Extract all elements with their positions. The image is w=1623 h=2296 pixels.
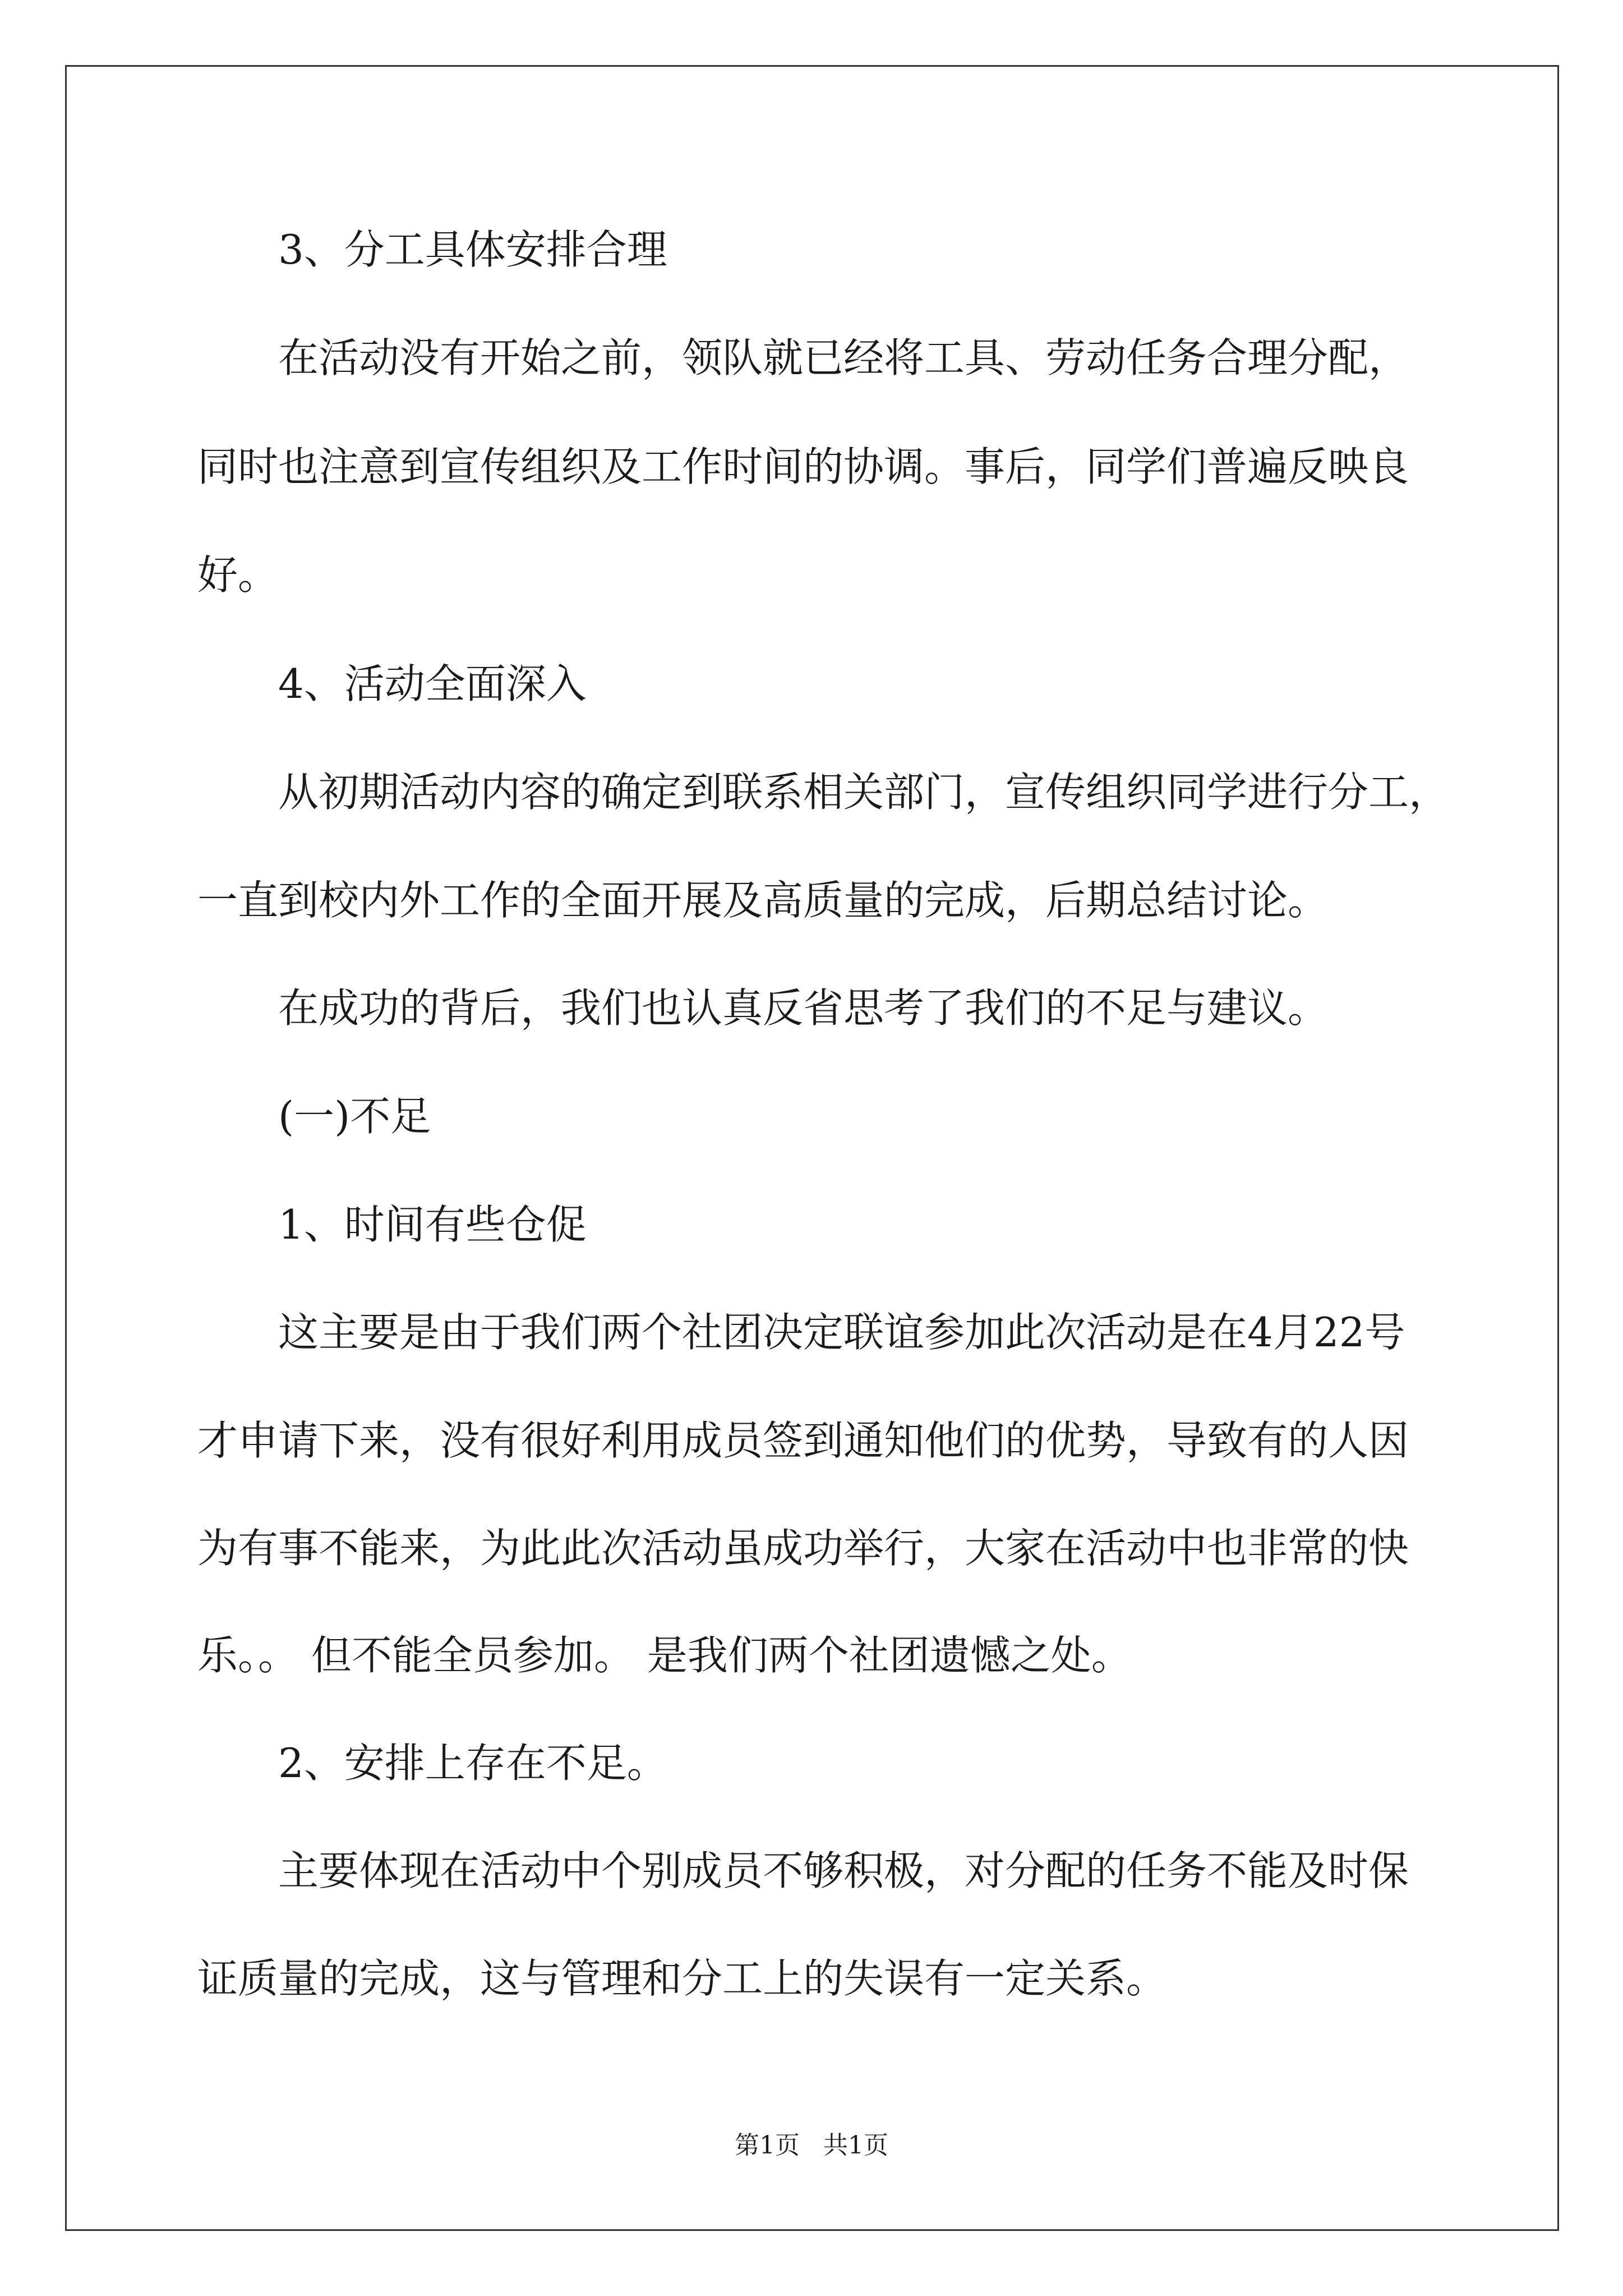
paragraph-line: 在活动没有开始之前，领队就已经将工具、劳动任务合理分配， (278, 334, 1409, 381)
section-heading: (一)不足 (278, 1093, 431, 1140)
paragraph-line: 从初期活动内容的确定到联系相关部门，宣传组织同学进行分工， (278, 769, 1450, 816)
heading-1: 1、时间有些仓促 (278, 1201, 587, 1248)
paragraph-line: 主要体现在活动中个别成员不够积极，对分配的任务不能及时保 (278, 1847, 1409, 1894)
paragraph-line: 这主要是由于我们两个社团决定联谊参加此次活动是在4月22号 (278, 1309, 1405, 1356)
paragraph-line: 才申请下来，没有很好利用成员签到通知他们的优势，导致有的人因 (197, 1417, 1409, 1464)
paragraph-line: 在成功的背后，我们也认真反省思考了我们的不足与建议。 (278, 984, 1329, 1032)
paragraph-line: 好。 (197, 551, 279, 599)
paragraph-line: 一直到校内外工作的全面开展及高质量的完成，后期总结讨论。 (197, 877, 1329, 924)
paragraph-line: 为有事不能来，为此此次活动虽成功举行，大家在活动中也非常的快 (197, 1525, 1409, 1572)
heading-3: 3、分工具体安排合理 (278, 226, 667, 273)
paragraph-line: 同时也注意到宣传组织及工作时间的协调。事后，同学们普遍反映良 (197, 443, 1409, 490)
paragraph-line: 乐。。 但不能全员参加。 是我们两个社团遗憾之处。 (197, 1632, 1132, 1679)
page-border (65, 65, 1559, 2231)
heading-4: 4、活动全面深入 (278, 660, 587, 707)
page-footer: 第1页 共1页 (735, 2131, 888, 2160)
heading-2: 2、安排上存在不足。 (278, 1740, 667, 1787)
paragraph-line: 证质量的完成，这与管理和分工上的失误有一定关系。 (197, 1955, 1167, 2002)
